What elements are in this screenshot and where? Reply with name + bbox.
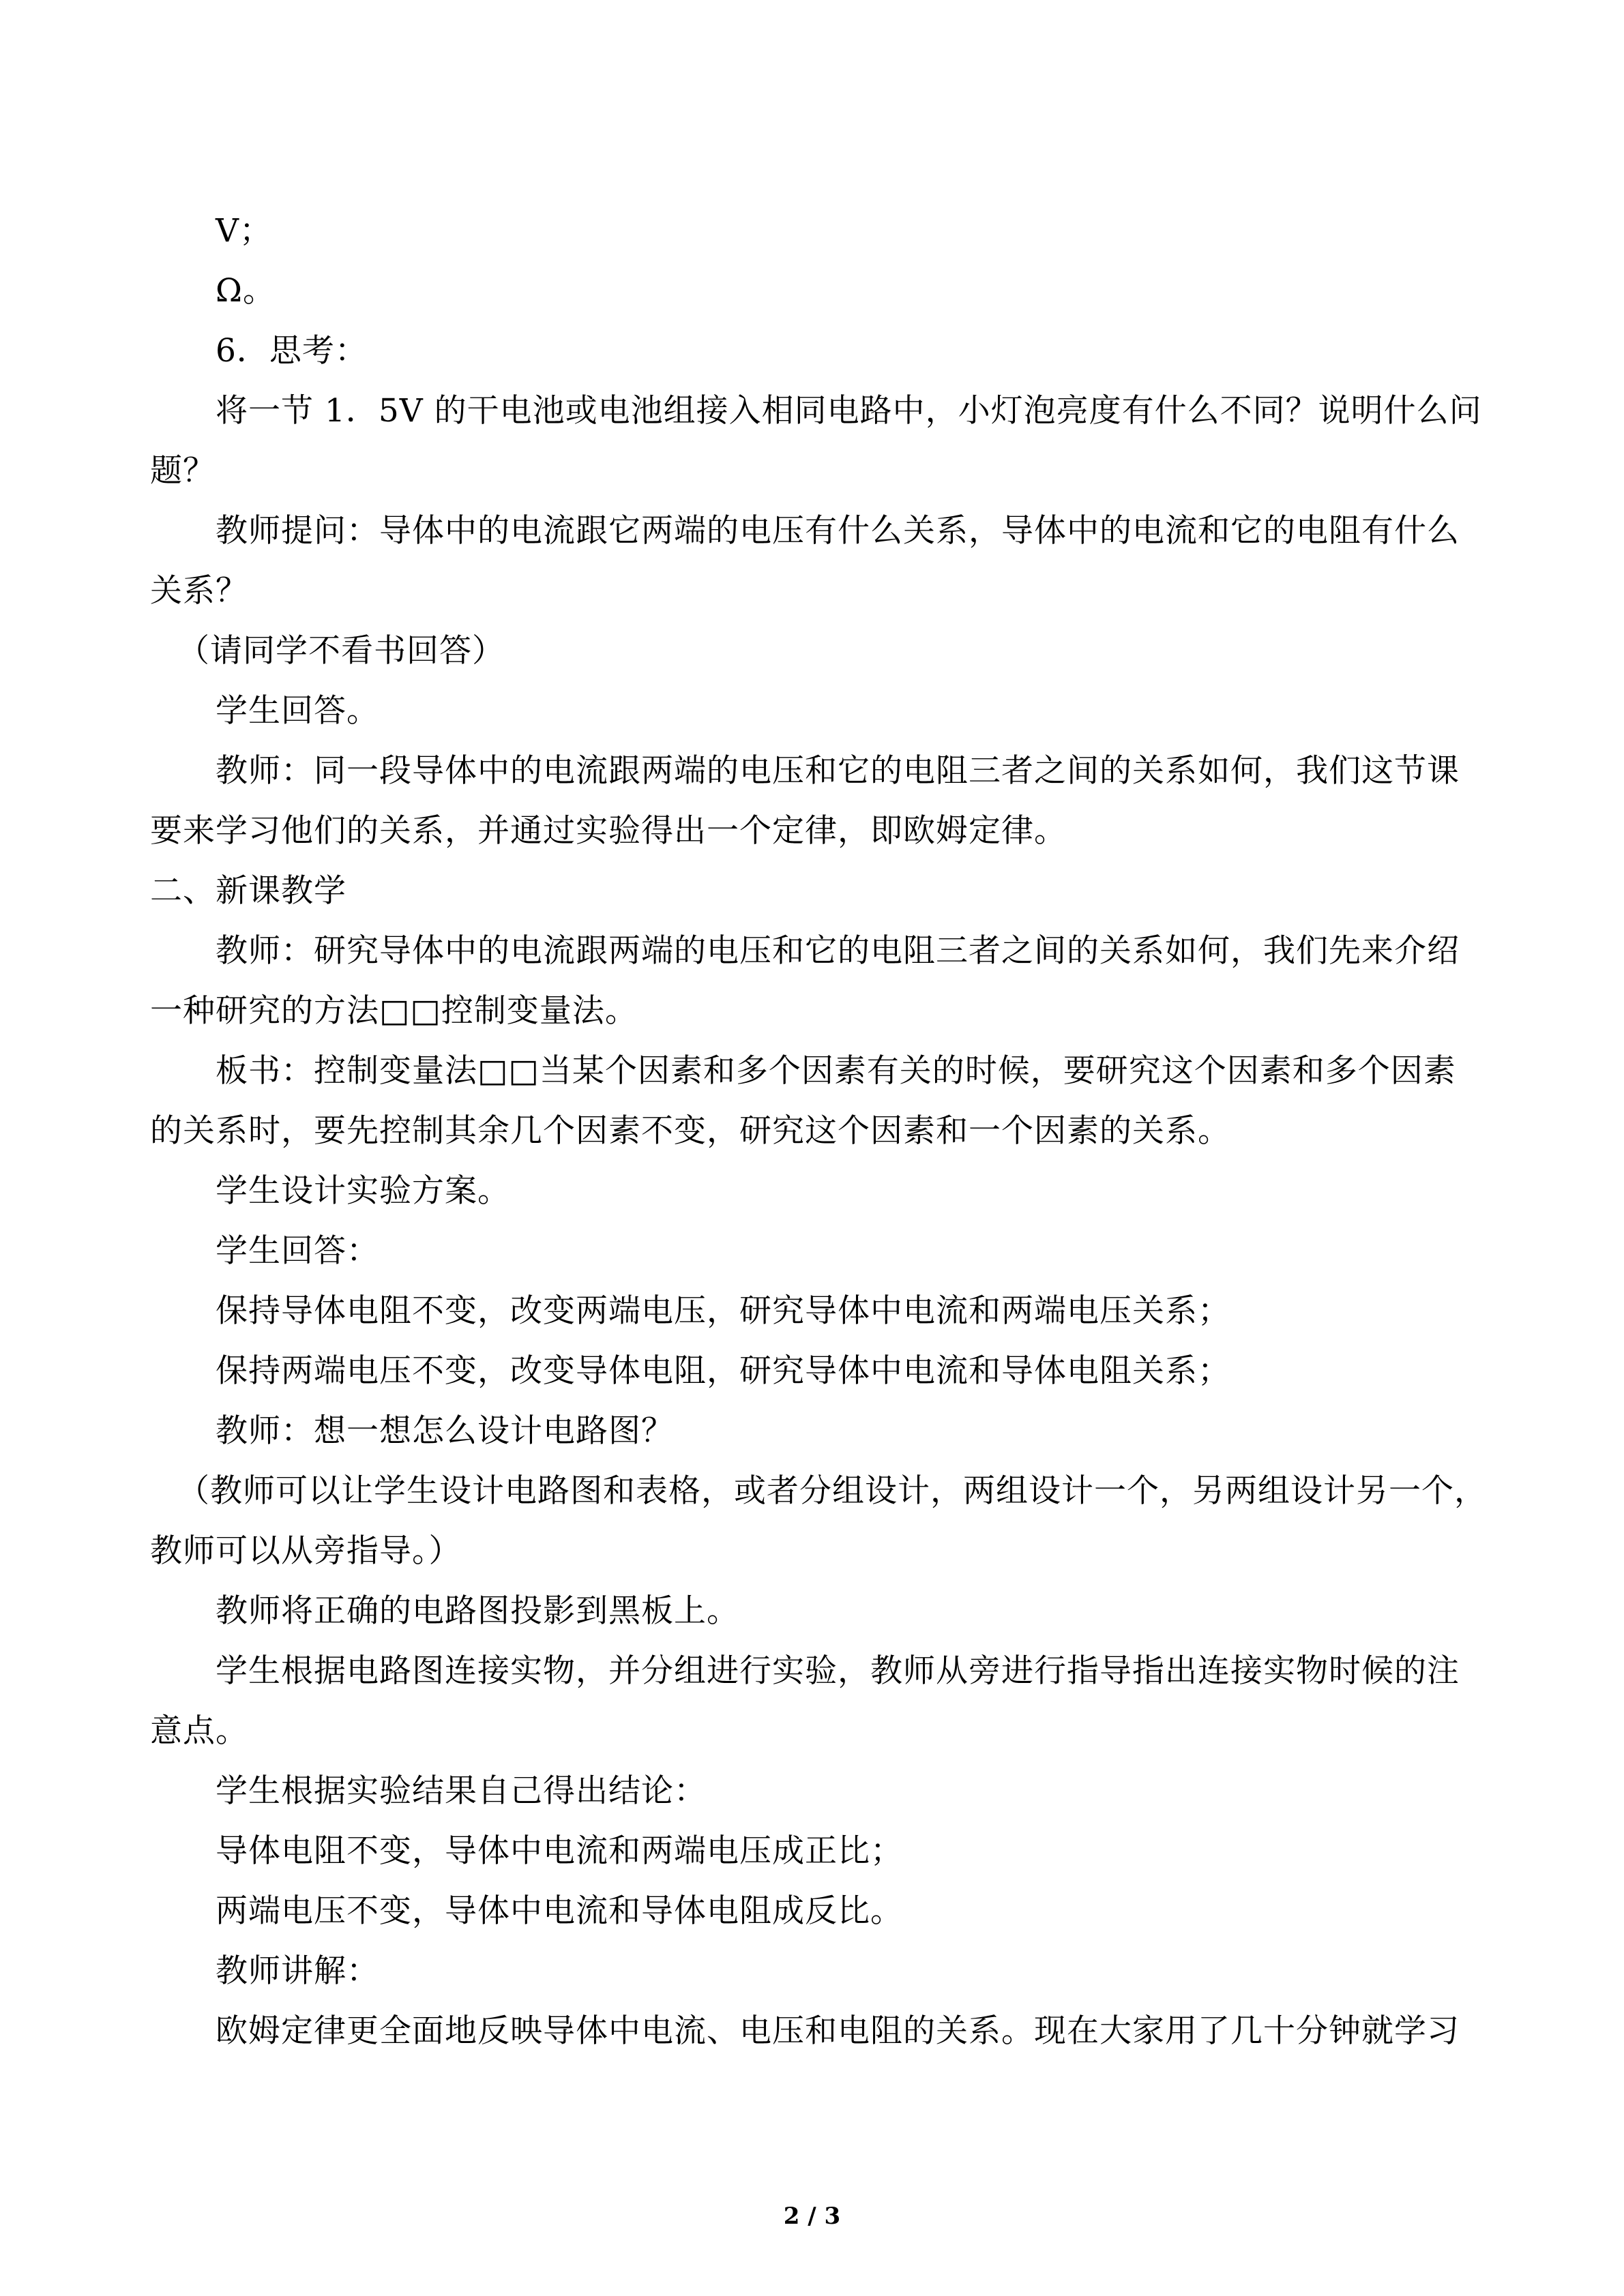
paragraph: （教师可以让学生设计电路图和表格，或者分组设计，两组设计一个，另两组设计另一个，教师可以从旁指导。） [150, 1472, 1487, 1570]
section-heading: 二、新课教学 [150, 872, 346, 910]
paragraph: 学生根据电路图连接实物，并分组进行实验，教师从旁进行指导指出连接实物时候的注意点。 [150, 1652, 1460, 1750]
paragraph: 教师讲解： [216, 1952, 379, 1990]
page-number: 2 / 3 [783, 2203, 841, 2230]
paragraph: （请同学不看书回答） [177, 632, 505, 670]
paragraph: 保持导体电阻不变，改变两端电压，研究导体中电流和两端电压关系； [216, 1292, 1230, 1330]
paragraph: 两端电压不变，导体中电流和导体电阻成反比。 [216, 1892, 903, 1930]
paragraph: 学生根据实验结果自己得出结论： [216, 1772, 707, 1810]
paragraph: 教师提问：导体中的电流跟它两端的电压有什么关系，导体中的电流和它的电阻有什么关系？ [150, 512, 1460, 610]
document-body [150, 201, 1487, 2061]
paragraph: 学生回答。 [216, 692, 379, 730]
paragraph: 教师：研究导体中的电流跟两端的电压和它的电阻三者之间的关系如何，我们先来介绍一种研究的方法□□控制变量法。 [150, 932, 1460, 1030]
paragraph: 6．思考： [216, 332, 368, 370]
paragraph: 保持两端电压不变，改变导体电阻，研究导体中电流和导体电阻关系； [216, 1352, 1230, 1390]
paragraph: 教师：想一想怎么设计电路图？ [216, 1412, 674, 1450]
paragraph: 欧姆定律更全面地反映导体中电流、电压和电阻的关系。现在大家用了几十分钟就学习 [216, 2012, 1460, 2050]
paragraph: 板书：控制变量法□□当某个因素和多个因素有关的时候，要研究这个因素和多个因素的关系时，要先控制其余几个因素不变，研究这个因素和一个因素的关系。 [150, 1052, 1456, 1150]
paragraph: 教师将正确的电路图投影到黑板上。 [216, 1592, 739, 1630]
paragraph: 导体电阻不变，导体中电流和两端电压成正比； [216, 1832, 903, 1870]
paragraph: 教师：同一段导体中的电流跟两端的电压和它的电阻三者之间的关系如何，我们这节课要来学习他们的关系，并通过实验得出一个定律，即欧姆定律。 [150, 752, 1460, 850]
paragraph: Ω。 [216, 272, 276, 310]
paragraph: V； [216, 212, 272, 250]
paragraph: 学生设计实验方案。 [216, 1172, 510, 1210]
paragraph: 学生回答： [216, 1232, 379, 1270]
paragraph: 将一节 1．5V 的干电池或电池组接入相同电路中，小灯泡亮度有什么不同？说明什么问题？ [150, 392, 1482, 490]
